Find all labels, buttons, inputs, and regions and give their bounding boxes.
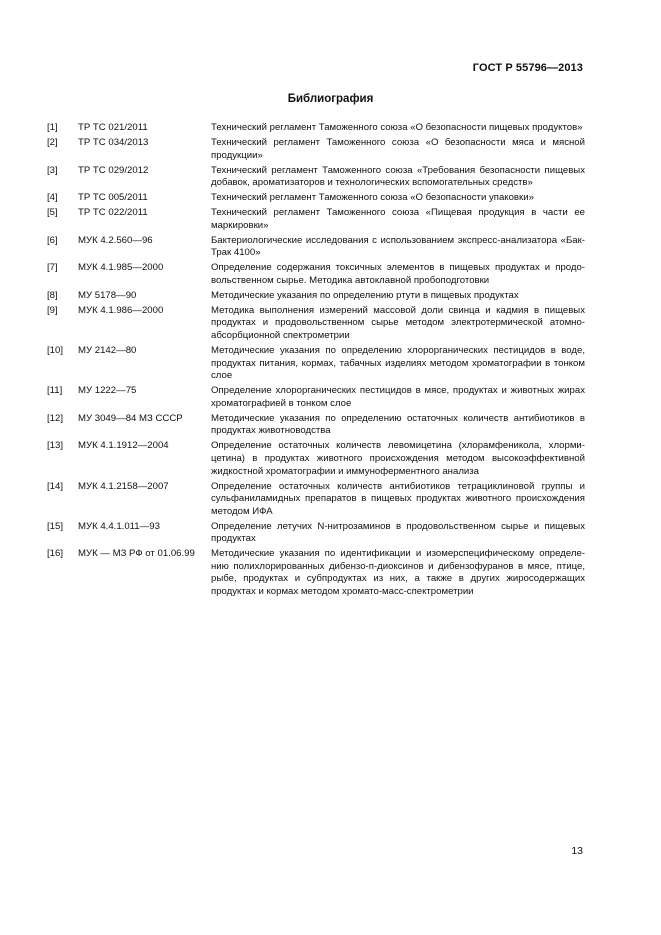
- bibliography-entry: [47, 192, 585, 205]
- entry-title: Бактериологические исследования с использованием экспресс-анализатора «Бак-Трак 4100»: [211, 234, 585, 259]
- entry-title: Технический регламент Таможенного союза «О безопасности мяса и мясной продукции»: [211, 136, 585, 161]
- bibliography-entry: [47, 481, 585, 519]
- section-title: Библиография: [287, 93, 374, 105]
- bibliography-entry: [47, 165, 585, 190]
- entry-number: [11]: [47, 385, 63, 397]
- entry-number: [1]: [47, 122, 58, 133]
- entry-title: Определение содержания токсичных элементов в пищевых продуктах и продовольственном сырье. Методика автоклавной пробоподготовки: [211, 262, 585, 286]
- entry-code: МУК — МЗ РФ от 01.06.99: [78, 548, 195, 560]
- entry-number: [16]: [47, 548, 64, 560]
- bibliography-list: [47, 122, 585, 601]
- bibliography-entry: [47, 345, 585, 383]
- bibliography-entry: [47, 290, 585, 303]
- bibliography-entry: [47, 305, 585, 343]
- entry-code: ТР ТС 005/2011: [78, 192, 148, 204]
- entry-code: МУК 4.2.560—96: [78, 234, 153, 246]
- bibliography-entry: [47, 521, 585, 546]
- entry-number: [10]: [47, 345, 64, 357]
- bibliography-entry: [47, 385, 585, 410]
- entry-number: [12]: [47, 412, 64, 424]
- entry-code: МУ 1222—75: [78, 385, 137, 397]
- entry-title: Определение хлорорганических пестицидов в мясе, продуктах и животных жирах хроматографией в тонком слое: [211, 385, 585, 409]
- entry-code: МУ 2142—80: [78, 345, 137, 357]
- bibliography-entry: [47, 122, 585, 135]
- page-number: 13: [571, 845, 583, 857]
- entry-title: Технический регламент Таможенного союза «О безопасности пищевых продуктов»: [211, 122, 583, 133]
- entry-title: Технический регламент Таможенного союза «Пищевая продукция в части ее маркировки»: [211, 207, 585, 231]
- entry-code: МУ 5178—90: [78, 289, 137, 301]
- entry-title: Технический регламент Таможенного союза «Требования безопасности пищевых добавок, ароматизаторов и технологических вспомогательных средств»: [211, 164, 585, 189]
- entry-title: Определение летучих N-нитрозаминов в продовольственном сырье и пищевых продуктах: [211, 520, 585, 545]
- entry-number: [7]: [47, 262, 58, 274]
- entry-title: Технический регламент Таможенного союза «О безопасности упаковки»: [211, 192, 534, 204]
- bibliography-entry: [47, 413, 585, 438]
- entry-number: [5]: [47, 207, 58, 219]
- entry-number: [13]: [47, 440, 64, 452]
- entry-title: Методические указания по определению ртути в пищевых продуктах: [211, 289, 519, 301]
- entry-number: [2]: [47, 136, 58, 148]
- entry-title: Методические указания по идентификации и изомерспецифическому определению полихлорированных дибензо-п-диоксинов и дибензофуранов в мясе, птице, рыбе, продуктах и субпродуктах из них, а также в других жиросодержащих продуктах и кормах методом хромато-масс-спектрометрии: [211, 548, 585, 598]
- entry-code: МУК 4.1.2158—2007: [78, 480, 169, 492]
- bibliography-entry: [47, 440, 585, 478]
- entry-code: ТР ТС 022/2011: [78, 207, 148, 219]
- entry-number: [6]: [47, 234, 58, 246]
- entry-code: ТР ТС 029/2012: [78, 164, 149, 176]
- bibliography-entry: [47, 548, 585, 598]
- entry-code: МУ 3049—84 МЗ СССР: [78, 412, 183, 424]
- entry-code: МУК 4.1.986—2000: [78, 304, 164, 316]
- document-code: ГОСТ Р 55796—2013: [472, 62, 583, 74]
- entry-title: Методические указания по определению хлорорганических пестицидов в воде, продуктах питания, кормах, табачных изделиях методом хроматографии в тонком слое: [211, 345, 585, 382]
- entry-number: [14]: [47, 480, 64, 492]
- entry-title: Методика выполнения измерений массовой доли свинца и кадмия в пищевых продуктах и продовольственном сырье методом электротермической атомно-абсорбционной спектрометрии: [211, 304, 585, 342]
- entry-title: Определение остаточных количеств левомицетина (хлорамфеникола, хлормицетина) в продуктах животного происхождения методом высокоэффективной жидкостной хроматографии и иммуноферментного анализа: [211, 440, 585, 477]
- entry-title: Методические указания по определению остаточных количеств антибиотиков в продуктах животноводства: [211, 412, 585, 437]
- entry-number: [3]: [47, 164, 58, 176]
- entry-code: МУК 4.4.1.011—93: [78, 520, 160, 532]
- entry-code: ТР ТС 021/2011: [78, 122, 148, 133]
- entry-number: [8]: [47, 289, 58, 301]
- entry-code: МУК 4.1.985—2000: [78, 262, 164, 274]
- bibliography-entry: [47, 235, 585, 260]
- bibliography-entry: [47, 262, 585, 287]
- entry-number: [9]: [47, 304, 58, 316]
- bibliography-entry: [47, 137, 585, 162]
- entry-number: [15]: [47, 520, 64, 532]
- entry-title: Определение остаточных количеств антибиотиков тетрациклиновой группы и сульфаниламидных препаратов в пищевых продуктах животного происхождения методом ИФА: [211, 480, 585, 517]
- bibliography-entry: [47, 207, 585, 232]
- entry-code: ТР ТС 034/2013: [78, 136, 149, 148]
- entry-number: [4]: [47, 192, 58, 204]
- entry-code: МУК 4.1.1912—2004: [78, 440, 169, 452]
